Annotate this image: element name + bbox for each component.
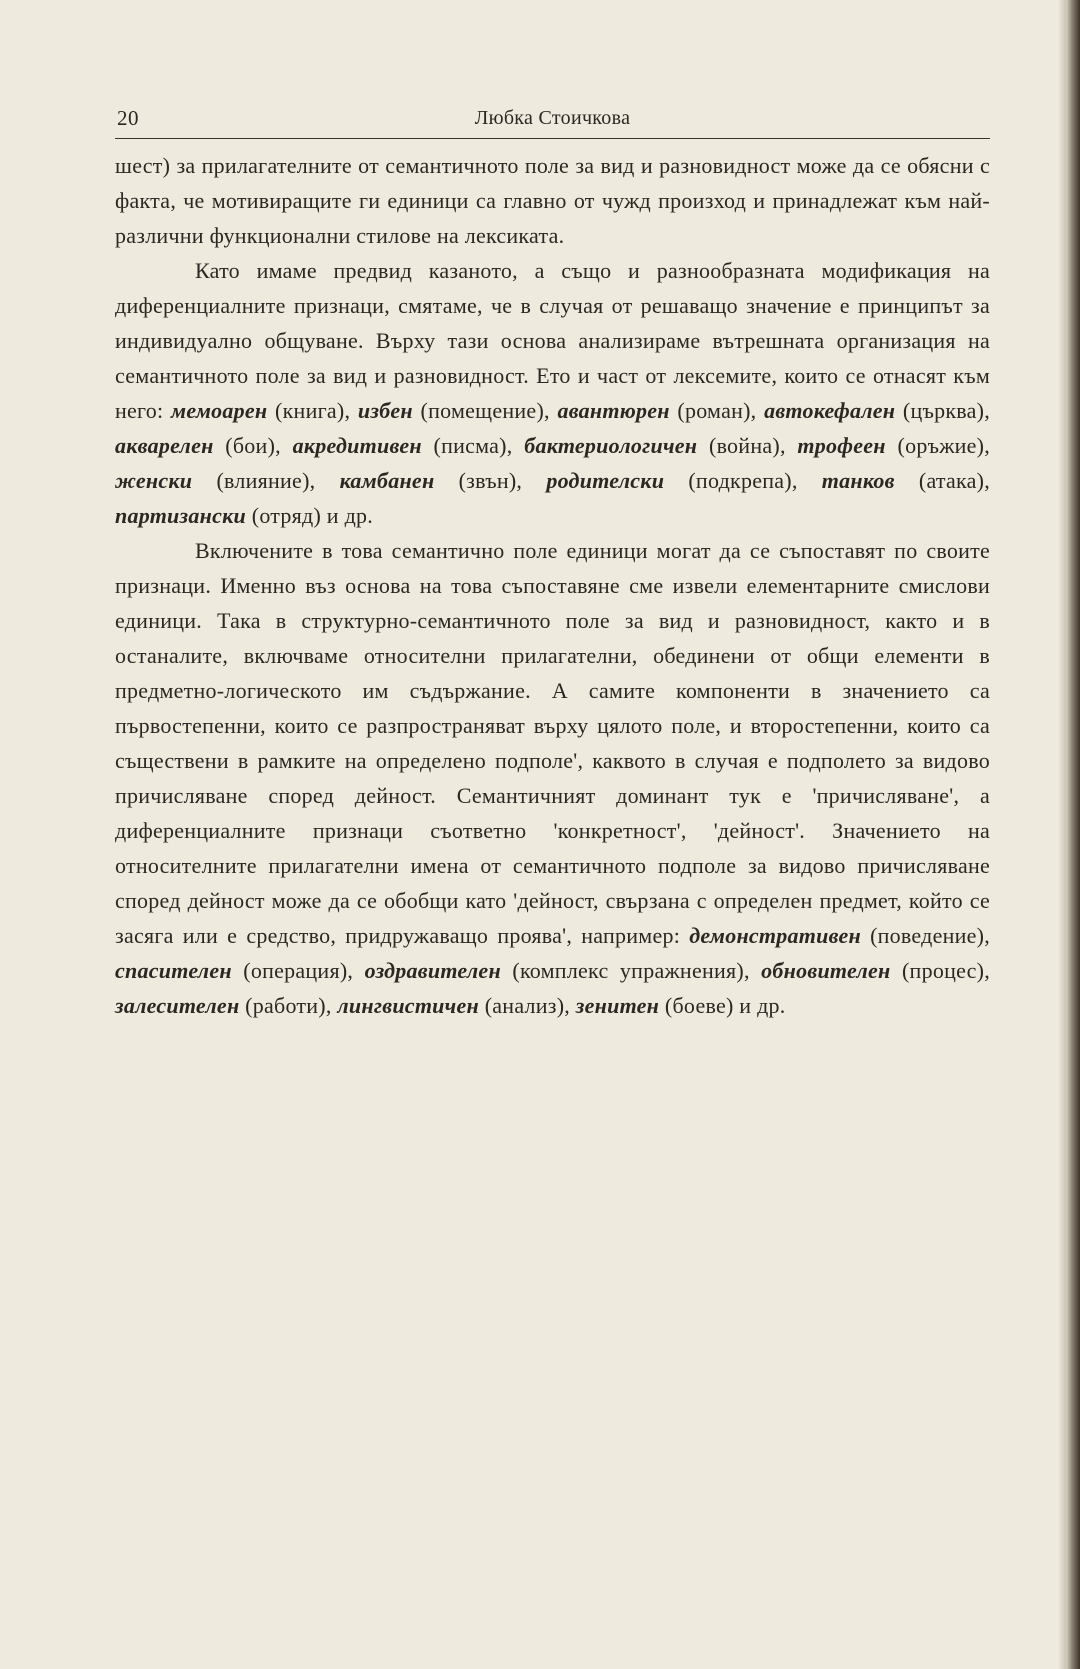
example-term: партизански	[115, 503, 246, 528]
example-gloss: (процес),	[890, 958, 990, 983]
example-term: автокефален	[764, 398, 896, 423]
example-gloss: (операция),	[231, 958, 365, 983]
example-term: избен	[357, 398, 413, 423]
example-gloss: (боеве) и др.	[659, 993, 786, 1018]
page-header	[115, 104, 990, 139]
example-term: бактериологичен	[524, 433, 698, 458]
page-number: 20	[117, 106, 139, 130]
paragraph-2-examples	[115, 398, 990, 528]
example-gloss: (война),	[697, 433, 798, 458]
paragraph-1: шест) за прилагателните от семантичното поле за вид и разновидност може да се обясни с факта, че мотивиращите ги единици са главно от чужд произход и принадлежат към най-различни функционални стилове на лексиката.	[115, 153, 990, 248]
example-gloss: (помещение),	[412, 398, 558, 423]
example-gloss: (бои),	[213, 433, 293, 458]
example-term: женски	[115, 468, 193, 493]
example-term: обновителен	[761, 958, 891, 983]
example-gloss: (роман),	[669, 398, 765, 423]
example-term: оздравителен	[364, 958, 501, 983]
example-term: трофеен	[797, 433, 886, 458]
example-term: зенитен	[575, 993, 660, 1018]
example-term: спасителен	[115, 958, 232, 983]
example-term: танков	[821, 468, 895, 493]
example-term: демонстративен	[689, 923, 861, 948]
example-term: залесителен	[115, 993, 240, 1018]
example-gloss: (оръжие),	[885, 433, 991, 458]
example-gloss: (звън),	[434, 468, 547, 493]
running-head: Любка Стоичкова	[474, 107, 631, 129]
example-gloss: (работи),	[239, 993, 338, 1018]
paragraph-2-text: Като имаме предвид казаното, а също и разнообразната модификация на диференциалните признаци, смятаме, че в случая от решаващо значение е принципът за индивидуално общуване. Върху тази основа анализираме вътрешната организация на семантичното поле за вид и разновидност. Ето и част от лексемите, които се отнасят към него:	[115, 258, 990, 423]
example-gloss: (анализ),	[478, 993, 576, 1018]
example-gloss: (комплекс упражнения),	[500, 958, 762, 983]
example-gloss: (подкрепа),	[664, 468, 822, 493]
paragraph-2	[115, 253, 990, 533]
example-gloss: (атака),	[894, 468, 990, 493]
example-term: авантюрен	[557, 398, 670, 423]
example-term: камбанен	[339, 468, 435, 493]
page-body	[115, 148, 990, 1023]
paragraph-3-text: Включените в това семантично поле единици могат да се съпоставят по своите признаци. Именно въз основа на това съпоставяне сме извели елементарните смислови единици. Така в структурно-семантичното поле за вид и разновидност, както и в останалите, включваме относителни прилагателни, обединени от общи елементи в предметно-логическото им съдържание. А самите компоненти в значението са първостепенни, които се разпространяват върху цялото поле, и второстепенни, които са съществени в рамките на определено подполе', каквото в случая е подполето за видово причисляване според дейност. Семантичният доминант тук е 'причисляване', а диференциалните признаци съответно 'конкретност', 'дейност'. Значението на относителните прилагателни имена от семантичното подполе за видово причисляване според дейност може да се обобщи като 'дейност, свързана с определен предмет, който се засяга или е средство, придружаващо проява', например:	[115, 538, 990, 948]
example-gloss: (отряд) и др.	[246, 503, 374, 528]
page-edge	[1066, 0, 1080, 1669]
example-gloss: (църква),	[895, 398, 990, 423]
example-term: мемоарен	[171, 398, 268, 423]
example-term: акредитивен	[292, 433, 422, 458]
example-gloss: (писма),	[421, 433, 525, 458]
example-gloss: (поведение),	[860, 923, 991, 948]
example-gloss: (книга),	[267, 398, 358, 423]
example-term: акварелен	[115, 433, 214, 458]
example-gloss: (влияние),	[192, 468, 340, 493]
example-term: лингвистичен	[337, 993, 479, 1018]
example-term: родителски	[546, 468, 665, 493]
paragraph-3	[115, 533, 990, 1023]
page-shadow	[1058, 0, 1066, 1669]
